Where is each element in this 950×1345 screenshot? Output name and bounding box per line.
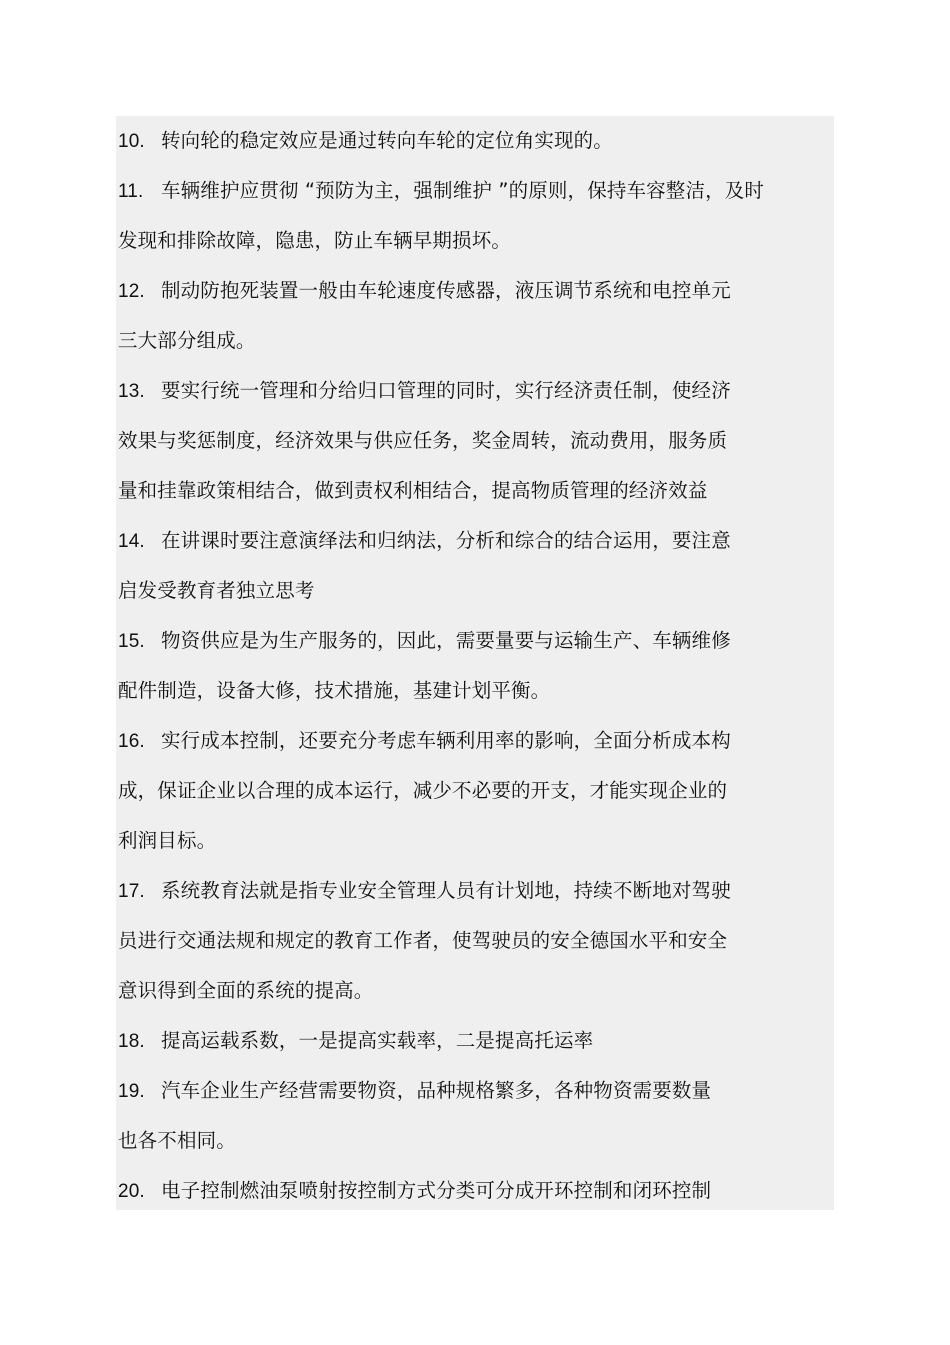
item-text: 要实行统一管理和分给归口管理的同时，实行经济责任制，使经济 (161, 379, 731, 402)
item-text: 也各不相同。 (118, 1129, 236, 1152)
list-item-line (118, 976, 373, 1006)
item-text: 车辆维护应贯彻 “预防为主，强制维护 ”的原则，保持车容整洁，及时 (161, 179, 765, 202)
item-text: 发现和排除故障，隐患，防止车辆早期损坏。 (118, 229, 512, 252)
list-item-line (118, 926, 727, 956)
item-text: 启发受教育者独立思考 (118, 579, 315, 602)
item-text: 三大部分组成。 (118, 329, 256, 352)
list-item-line (118, 426, 727, 456)
list-item-line (118, 676, 550, 706)
item-text: 系统教育法就是指专业安全管理人员有计划地，持续不断地对驾驶 (161, 879, 731, 902)
item-number: 20. (118, 1181, 145, 1202)
list-item-line (118, 276, 731, 306)
item-text: 员进行交通法规和规定的教育工作者，使驾驶员的安全德国水平和安全 (118, 929, 728, 952)
list-item-line (118, 1026, 593, 1056)
item-number: 16. (118, 731, 145, 752)
list-item-line (118, 726, 731, 756)
list-item-line (118, 526, 731, 556)
list-item-line (118, 1076, 711, 1106)
item-text: 利润目标。 (118, 829, 217, 852)
item-number: 17. (118, 881, 145, 902)
list-item-line (118, 126, 613, 156)
list-item-line (118, 1176, 711, 1206)
item-number: 14. (118, 531, 145, 552)
item-number: 12. (118, 281, 145, 302)
list-item-line (118, 176, 764, 206)
list-item-line (118, 576, 315, 606)
list-item-line (118, 876, 731, 906)
item-text: 物资供应是为生产服务的，因此，需要量要与运输生产、车辆维修 (161, 629, 731, 652)
list-item-line (118, 826, 216, 856)
item-text: 制动防抱死装置一般由车轮速度传感器，液压调节系统和电控单元 (161, 279, 731, 302)
item-number: 19. (118, 1081, 145, 1102)
list-item-line (118, 326, 256, 356)
item-text: 效果与奖惩制度，经济效果与供应任务，奖金周转，流动费用，服务质 (118, 429, 728, 452)
item-text: 电子控制燃油泵喷射按控制方式分类可分成开环控制和闭环控制 (161, 1179, 712, 1202)
item-number: 13. (118, 381, 145, 402)
item-text: 配件制造，设备大修，技术措施，基建计划平衡。 (118, 679, 551, 702)
item-text: 意识得到全面的系统的提高。 (118, 979, 374, 1002)
item-text: 实行成本控制，还要充分考虑车辆利用率的影响，全面分析成本构 (161, 729, 731, 752)
item-number: 15. (118, 631, 145, 652)
item-number: 18. (118, 1031, 145, 1052)
item-number: 10. (118, 131, 145, 152)
list-item-line (118, 626, 731, 656)
item-text: 量和挂靠政策相结合，做到责权利相结合，提高物质管理的经济效益 (118, 479, 708, 502)
item-number: 11. (118, 181, 144, 202)
list-item-line (118, 376, 731, 406)
item-text: 提高运载系数，一是提高实载率，二是提高托运率 (161, 1029, 594, 1052)
item-text: 成，保证企业以合理的成本运行，减少不必要的开支，才能实现企业的 (118, 779, 728, 802)
list-item-line (118, 1126, 236, 1156)
item-text: 转向轮的稳定效应是通过转向车轮的定位角实现的。 (161, 129, 613, 152)
item-text: 汽车企业生产经营需要物资，品种规格繁多，各种物资需要数量 (161, 1079, 712, 1102)
list-item-line (118, 226, 511, 256)
list-item-line (118, 776, 727, 806)
item-text: 在讲课时要注意演绎法和归纳法，分析和综合的结合运用，要注意 (161, 529, 731, 552)
list-item-line (118, 476, 708, 506)
